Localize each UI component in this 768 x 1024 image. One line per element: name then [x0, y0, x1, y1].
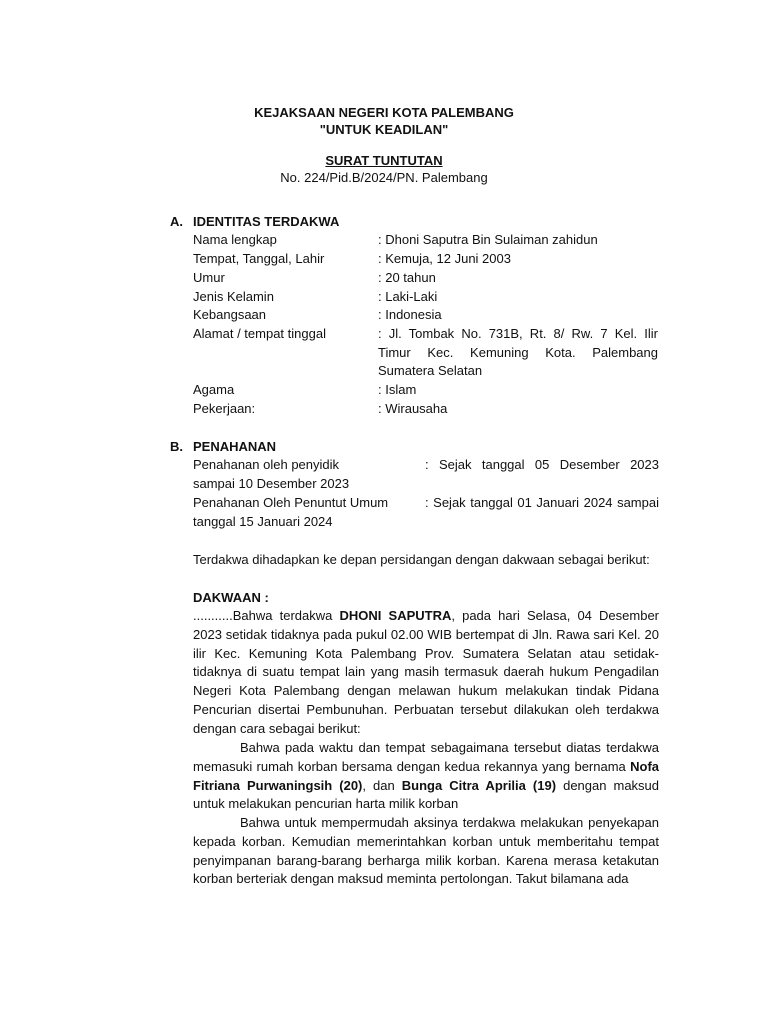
- dakwaan-p1-text: , pada hari Selasa, 04 Desember 2023 setidak tidaknya pada pukul 02.00 WIB bertempat di Jln. Rawa sari Kel. 20 ilir Kec. Kemuning Kota Palembang Prov. Sumatera Selatan atau setidak-tidaknya di suatu tempat lain yang masih termasuk daerah hukum Pengadilan Negeri Kota Palembang dengan melawan hukum melakukan tindak Pidana Pencurian disertai Pembunuhan. Perbuatan tersebut dilakukan oleh terdakwa dengan cara sebagai berikut:: [193, 608, 660, 736]
- dakwaan-p2-text: dengan maksud untuk melakukan pencurian harta milik korban: [193, 777, 660, 812]
- identity-value: : Wirausaha: [378, 401, 448, 416]
- identity-value: : Islam: [378, 382, 417, 397]
- detention-label: Penahanan oleh penyidik: [193, 457, 340, 472]
- detention-value: : Sejak tanggal 05 Desember 2023: [425, 457, 659, 472]
- identity-label: Kebangsaan: [193, 307, 267, 322]
- identity-label: Umur: [193, 270, 225, 285]
- document-number: No. 224/Pid.B/2024/PN. Palembang: [280, 170, 488, 185]
- identity-label: Alamat / tempat tinggal: [193, 326, 326, 341]
- dakwaan-paragraph-3: [193, 814, 659, 889]
- identity-value: : Jl. Tombak No. 731B, Rt. 8/ Rw. 7 Kel. Ilir Timur Kec. Kemuning Kota. Palembang Sumatera Selatan: [378, 326, 658, 379]
- defendant-name: DHONI SAPUTRA: [339, 608, 452, 623]
- identity-value: : Kemuja, 12 Juni 2003: [378, 251, 511, 266]
- dakwaan-p1-text: ...........Bahwa terdakwa: [193, 608, 340, 623]
- dakwaan-title: DAKWAAN :: [193, 590, 269, 605]
- identity-value: : 20 tahun: [378, 270, 436, 285]
- section-b-title: PENAHANAN: [193, 439, 277, 454]
- document-title: [0, 152, 768, 169]
- dakwaan-paragraph-1: [193, 607, 659, 738]
- dakwaan-paragraph-2: [193, 739, 659, 814]
- dakwaan-p3-text: Bahwa untuk mempermudah aksinya terdakwa melakukan penyekapan kepada korban. Kemudian memerintahkan korban untuk memberitahu tempat penyimpanan barang-barang berharga milik korban. Karena merasa ketakutan korban berteriak dengan maksud meminta pertolongan. Takut bilamana ada: [193, 815, 659, 887]
- identity-label: Nama lengkap: [193, 232, 277, 247]
- detention-value: : Sejak tanggal 01 Januari 2024 sampai: [425, 495, 659, 510]
- section-b-letter: B.: [170, 439, 183, 454]
- identity-value: : Dhoni Saputra Bin Sulaiman zahidun: [378, 232, 598, 247]
- identity-label: Tempat, Tanggal, Lahir: [193, 251, 325, 266]
- document-title-text: SURAT TUNTUTAN: [325, 153, 443, 168]
- identity-value: : Indonesia: [378, 307, 442, 322]
- detention-continuation: tanggal 15 Januari 2024: [193, 513, 333, 529]
- dakwaan-p2-text: , dan: [362, 777, 402, 793]
- accomplice-name: Bunga Citra Aprilia (19): [401, 777, 557, 793]
- office-name: KEJAKSAAN NEGERI KOTA PALEMBANG: [254, 105, 514, 120]
- charge-intro: Terdakwa dihadapkan ke depan persidangan dengan dakwaan sebagai berikut:: [193, 552, 650, 567]
- office-motto: "UNTUK KEADILAN": [319, 122, 449, 137]
- accomplice-name: Nofa Fitriana Purwaningsih (20): [193, 758, 659, 793]
- section-b-heading: [170, 438, 276, 456]
- identity-label: Agama: [193, 382, 235, 397]
- identity-value: : Laki-Laki: [378, 289, 438, 304]
- section-a-heading: [170, 213, 339, 231]
- section-a-title: IDENTITAS TERDAKWA: [193, 214, 340, 229]
- detention-label: Penahanan Oleh Penuntut Umum: [193, 495, 389, 510]
- detention-continuation: sampai 10 Desember 2023: [193, 475, 350, 491]
- section-a-letter: A.: [170, 214, 183, 229]
- identity-label: Jenis Kelamin: [193, 289, 274, 304]
- identity-label: Pekerjaan:: [193, 401, 256, 416]
- dakwaan-p2-text: Bahwa pada waktu dan tempat sebagaimana tersebut diatas terdakwa memasuki rumah korban bersama dengan kedua rekannya yang bernama: [193, 740, 659, 774]
